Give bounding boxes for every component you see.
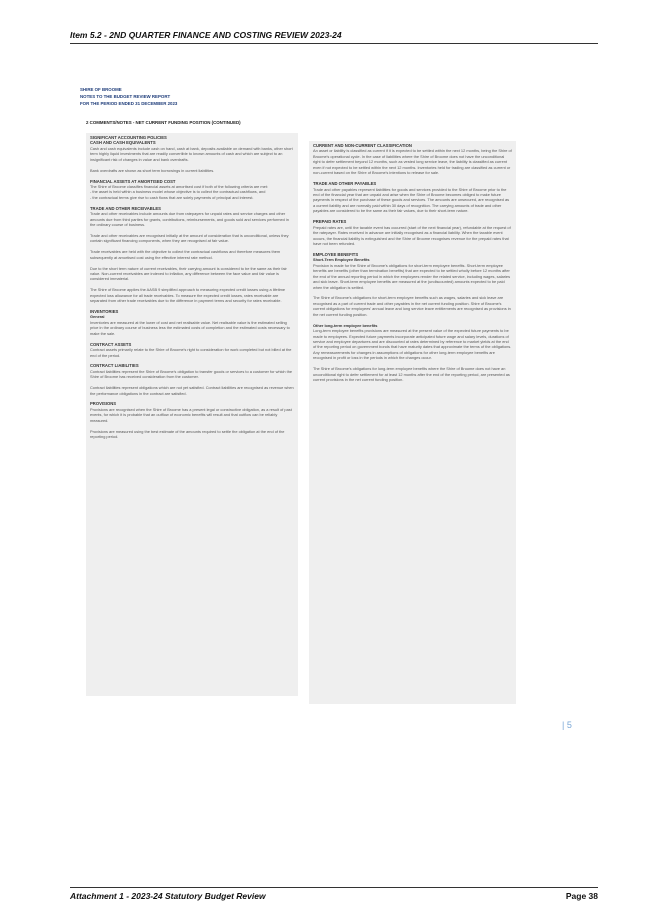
short-term-benefits-paragraph: Provision is made for the Shire of Broome's obligations for short-term employee benefits. Short-term employee benefits are benefits (other than termination benefits) that are expected to be settled wholly before 12 months after the end of the annual reporting period in which the employees render the related service, including wages, salaries and sick leave. Short-term employee benefits are measured at the (undiscounted) amounts expected to be paid when the obligation is settled. (313, 262, 511, 290)
short-term-obligations-paragraph: The Shire of Broome's obligations for short-term employee benefits such as wages, salaries and sick leave are recognised as a part of current trade and other payables in the net current funding position. Shire of Broome's current obligations for employees' annual leave and long service leave entitlements are recognised as provisions in the net current funding position. (313, 295, 511, 317)
provisions-paragraph: Provisions are measured using the best estimate of the amounts required to settle the obligation at the end of the reporting period. (90, 428, 285, 440)
contract-assets-section (90, 342, 294, 358)
classification-section (313, 143, 512, 176)
contract-liabilities-section (90, 363, 294, 379)
receivables-block-5 (90, 287, 294, 303)
long-term-benefits-paragraph: Long-term employee benefits provisions are measured at the present value of the expected future payments to be made to employees. Expected future payments incorporate anticipated future wage and salary levels, durations of service and employee departures and are discounted at rates determined by reference to market yields at the end of the reporting period on government bonds that have maturity dates that approximate the terms of the obligations. Any remeasurements for changes in assumptions of obligations for other long-term employee benefits are recognised in profit or loss in the periods in which the changes occur. (313, 328, 512, 361)
contract-liabilities-block-2 (90, 385, 294, 396)
accounting-policies-heading: SIGNIFICANT ACCOUNTING POLICIES (90, 135, 167, 140)
provisions-section (90, 401, 294, 423)
inventories-subheading: General (90, 314, 105, 320)
doc-period: FOR THE PERIOD ENDED 31 DECEMBER 2023 (80, 100, 178, 106)
provisions-block-2 (90, 429, 294, 440)
cash-paragraph: Cash and cash equivalents include cash on hand, cash at bank, deposits available on demand with banks, other short term highly liquid investments that are readily convertible to known amounts of cash and which are subject to an insignificant risk of changes in value and bank overdrafts. (90, 145, 293, 162)
footer-page-number: Page 38 (565, 891, 598, 901)
payables-heading: TRADE AND OTHER PAYABLES (313, 181, 377, 187)
long-term-benefits-section (313, 323, 512, 361)
short-term-benefits-subheading: Short-Term Employee Benefits (313, 257, 370, 263)
receivables-block-3 (90, 249, 294, 260)
cash-section (90, 135, 294, 162)
employee-benefits-block-2 (313, 295, 512, 317)
receivables-paragraph: Trade and other receivables are recognised initially at the amount of consideration that is unconditional, unless they contain significant financing components, when they are recognised at fair value. (90, 232, 289, 244)
receivables-paragraph: Trade receivables are held with the objective to collect the contractual cashflows and therefore measures them subsequently at amortised cost using the effective interest rate method. (90, 249, 281, 260)
contract-assets-paragraph: Contract assets primarily relate to the Shire of Broome's right to consideration for work completed but not billed at the end of the period. (90, 347, 292, 358)
prepaid-rates-heading: PREPAID RATES (313, 219, 347, 225)
financial-assets-paragraph: The Shire of Broome classifies financial assets at amortised cost if both of the following criteria are met: (90, 183, 268, 189)
document-heading (80, 87, 177, 107)
doc-org-name: SHIRE OF BROOME (80, 87, 122, 92)
receivables-block-2 (90, 233, 294, 244)
provisions-paragraph: Provisions are recognised when the Shire of Broome has a present legal or constructive obligation, as a result of past events, for which it is probable that an outflow of economic benefits will result and that outflow can be reliably measured. (90, 406, 292, 423)
receivables-block-4 (90, 266, 294, 282)
inventories-section (90, 309, 294, 336)
long-term-obligations-paragraph: The Shire of Broome's obligations for long-term employee benefits where the Shire of Broome does not have an unconditional right to defer settlement for at least 12 months after the end of the reporting period, are presented as current provisions in the net current funding position. (313, 366, 510, 383)
section-title: 2 COMMENTS/NOTES - NET CURRENT FUNDING POSITION (CONTINUED) (86, 120, 241, 125)
inventories-paragraph: Inventories are measured at the lower of cost and net realisable value. Net realisable value is the estimated selling price in the ordinary course of business less the estimated costs of completion and the estimated costs necessary to make the sale. (90, 319, 290, 336)
overdraft-note (90, 168, 294, 173)
payables-paragraph: Trade and other payables represent liabilities for goods and services provided to the Shire of Broome prior to the end of the financial year that are unpaid and arise when the Shire of Broome becomes obliged to make future payments in respect of the purchase of these goods and services. The amounts are unsecured, are recognised as a current liability and are normally paid within 30 days of recognition. The carrying amounts of trade and other payables are considered to be the same as their fair values, due to their short-term nature. (313, 186, 510, 214)
classification-heading: CURRENT AND NON-CURRENT CLASSIFICATION (313, 143, 412, 148)
receivables-paragraph: Due to the short term nature of current receivables, their carrying amount is considered to be the same as their fair value. Non-current receivables are indexed to inflation, any difference between the face value and fair value is considered immaterial. (90, 265, 287, 282)
footer-attachment-label: Attachment 1 - 2023-24 Statutory Budget Review (70, 891, 266, 901)
contract-assets-heading: CONTRACT ASSETS (90, 341, 132, 347)
cash-heading: CASH AND CASH EQUIVALENTS (90, 140, 156, 146)
doc-report-title: NOTES TO THE BUDGET REVIEW REPORT (80, 93, 171, 99)
receivables-paragraph: Trade and other receivables include amounts due from ratepayers for unpaid rates and service charges and other amounts due from third parties for grants, contributions, reimbursements, and goods sold and services performed in the ordinary course of business. (90, 211, 289, 228)
payables-section (313, 181, 512, 214)
financial-assets-criteria-1: - the asset is held within a business model whose objective is to collect the contractual cashflows, and (90, 189, 266, 195)
contract-liabilities-paragraph: Contract liabilities represent obligations which are not yet satisfied. Contract liabilities are recognised as revenue when the performance obligations in the contract are satisfied. (90, 385, 294, 396)
right-column (309, 141, 516, 704)
prepaid-rates-section (313, 219, 512, 246)
financial-assets-criteria-2: - the contractual terms give rise to cash flows that are solely payments of principal and interest. (90, 194, 254, 200)
receivables-heading: TRADE AND OTHER RECEIVABLES (90, 205, 161, 211)
provisions-heading: PROVISIONS (90, 401, 117, 407)
receivables-paragraph: The Shire of Broome applies the AASB 9 simplified approach to measuring expected credit losses using a lifetime expected loss allowance for all trade receivables. To measure the expected credit losses, rates receivable are separated from other trade receivables due to the difference in payment terms and security for rates receivable. (90, 287, 286, 304)
employee-benefits-heading: EMPLOYEE BENEFITS (313, 251, 359, 257)
overdraft-paragraph: Bank overdrafts are shown as short term borrowings in current liabilities. (90, 167, 215, 173)
long-term-benefits-subheading: Other long-term employee benefits (313, 322, 378, 328)
financial-assets-section (90, 179, 294, 201)
employee-benefits-section (313, 252, 512, 290)
page-marker: | 5 (562, 720, 572, 730)
inventories-heading: INVENTORIES (90, 309, 119, 314)
financial-assets-heading: FINANCIAL ASSETS AT AMORTISED COST (90, 178, 176, 184)
contract-liabilities-heading: CONTRACT LIABILITIES (90, 363, 139, 369)
classification-paragraph: An asset or liability is classified as current if it is expected to be settled within the next 12 months, being the Shire of Broome's operational cycle. In the case of liabilities where the Shire of Broome does not have the unconditional right to defer settlement beyond 12 months, such as vested long service leave, the liability is classified as current even if not expected to be settled within the next 12 months. Inventories held for trading are classified as current or non-current based on the Shire of Broome's intentions to release for sale. (313, 148, 512, 176)
page-header (70, 30, 598, 44)
left-column (86, 133, 298, 696)
page-footer (70, 887, 598, 901)
receivables-section (90, 206, 294, 228)
header-title: Item 5.2 - 2ND QUARTER FINANCE AND COSTING REVIEW 2023-24 (70, 30, 342, 40)
long-term-benefits-block-2 (313, 366, 512, 382)
contract-liabilities-paragraph: Contract liabilities represent the Shire of Broome's obligation to transfer goods or services to a customer for which the Shire of Broome has received consideration from the customer. (90, 368, 293, 380)
prepaid-rates-paragraph: Prepaid rates are, until the taxable event has occurred (start of the next financial year), refundable at the request of the ratepayer. Rates received in advance are initially recognised as a financial liability. When the taxable event occurs, the financial liability is extinguished and the Shire of Broome recognises revenue for the prepaid rates that have not been refunded. (313, 224, 511, 247)
